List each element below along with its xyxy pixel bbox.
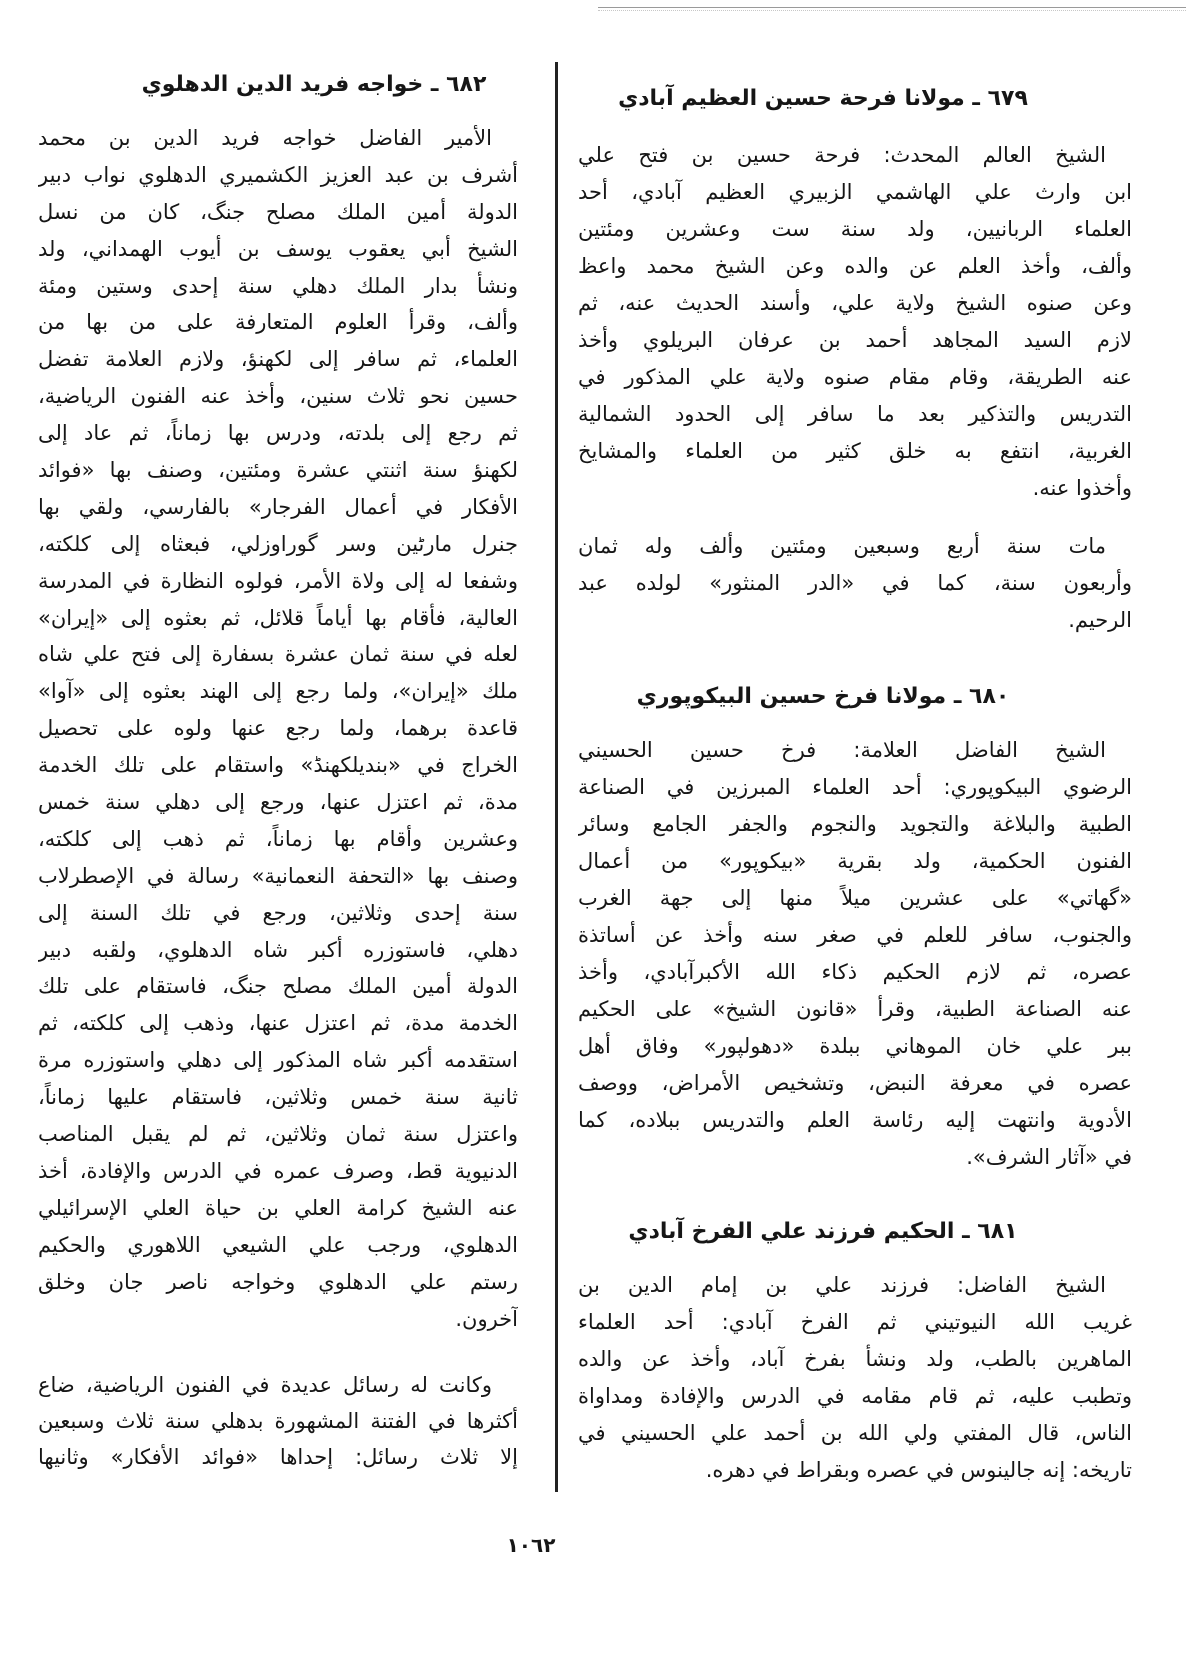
text-line: إلا ثلاث رسائل: إحداها «فوائد الأفكار» وثانيها xyxy=(38,1445,518,1469)
page-number: ١٠٦٢ xyxy=(506,1533,556,1557)
text-line: التدريس والتذكير بعد ما سافر إلى الحدود الشمالية xyxy=(578,402,1132,426)
text-line: والجنوب، سافر للعلم في صغر سنه وأخذ عن أساتذة xyxy=(578,923,1132,947)
paragraph xyxy=(578,732,1132,1176)
text-line: مات سنة أربع وسبعين ومئتين وألف وله ثمان xyxy=(578,534,1106,558)
text-line: وعشرين وأقام بها زماناً، ثم ذهب إلى كلكته، xyxy=(38,826,518,851)
text-line: الخدمة مدة، ثم اعتزل عنها، وذهب إلى كلكته، ثم xyxy=(38,1011,518,1036)
text-line: وتطبب عليه، ثم قام مقامه في الدرس والإفادة ومداواة xyxy=(578,1384,1132,1408)
text-line: ثم رجع إلى بلدته، ودرس بها زماناً، ثم عاد إلى xyxy=(38,421,518,446)
text-line: عصره في معرفة النبض، وتشخيص الأمراض، ووصف xyxy=(578,1071,1132,1095)
text-line: وأربعون سنة، كما في «الدر المنثور» لولده عبد xyxy=(578,571,1132,595)
text-line: الدنيوية قط، وصرف عمره في الدرس والإفادة، أخذ xyxy=(38,1158,518,1183)
paragraph xyxy=(38,120,518,1337)
text-line: الرضوي البيكوپوري: أحد العلماء المبرزين في الصناعة xyxy=(578,775,1132,799)
text-line: واعتزل سنة ثمان وثلاثين، ثم لم يقبل المناصب xyxy=(38,1122,518,1147)
text-line: العلماء، ثم سافر إلى لكهنؤ، ولازم العلامة تفضل xyxy=(38,347,518,372)
text-line: ببر علي خان الموهاني ببلدة «دهولپور» وفاق أهل xyxy=(578,1034,1132,1058)
text-line: أكثرها في الفتنة المشهورة بدهلي سنة ثلاث وسبعين xyxy=(38,1409,518,1433)
text-line: ابن وارث علي الهاشمي الزبيري العظيم آبادي، أحد xyxy=(578,180,1132,204)
text-line: عنه الصناعة الطبية، وقرأ «قانون الشيخ» على الحكيم xyxy=(578,997,1132,1021)
text-line: الفنون الحكمية، ولد بقرية «بيكوپور» من أعمال xyxy=(578,849,1132,873)
text-line: الماهرين بالطب، ولد ونشأ بفرخ آباد، وأخذ عن والده xyxy=(578,1347,1132,1371)
left-column xyxy=(38,0,518,1660)
text-line: مدة، ثم اعتزل عنها، ورجع إلى دهلي سنة خمس xyxy=(38,790,518,815)
text-line: استقدمه أكبر شاه المذكور إلى دهلي واستوزره مرة xyxy=(38,1048,518,1073)
text-line: لعله في سنة ثمان عشرة بسفارة إلى فتح علي شاه xyxy=(38,642,518,667)
text-line: حسين نحو ثلاث سنين، وأخذ عنه الفنون الرياضية، xyxy=(38,384,518,409)
text-line: الشيخ أبي يعقوب يوسف بن أيوب الهمداني، ولد xyxy=(38,236,518,261)
text-line: الدولة أمين الملك مصلح جنگ، كان من نسل xyxy=(38,199,518,224)
text-line: وعن صنوه الشيخ ولاية علي، وأسند الحديث عنه، ثم xyxy=(578,291,1132,315)
column-divider xyxy=(555,62,558,1492)
text-line: لكهنؤ سنة اثنتي عشرة ومئتين، وصنف بها «فوائد xyxy=(38,458,518,483)
text-line: دهلي، فاستوزره أكبر شاه الدهلوي، ولقبه دبير xyxy=(38,937,518,962)
paragraph xyxy=(578,137,1132,507)
paragraph xyxy=(38,1367,518,1475)
text-line: وصنف بها «التحفة النعمانية» رسالة في الإصطرلاب xyxy=(38,863,518,888)
text-line: تاريخه: إنه جالينوس في عصره وبقراط في دهره. xyxy=(705,1458,1132,1482)
right-column xyxy=(578,0,1132,1660)
text-line: وأخذوا عنه. xyxy=(1032,476,1132,500)
text-line: الشيخ الفاضل: فرزند علي بن إمام الدين بن xyxy=(578,1273,1106,1297)
text-line: في «آثار الشرف». xyxy=(966,1145,1132,1169)
text-line: الأدوية وانتهت إليه رئاسة العلم والتدريس ببلاده، كما xyxy=(578,1108,1132,1132)
text-line: لازم السيد المجاهد أحمد بن عرفان البريلوي وأخذ xyxy=(578,328,1132,352)
entry-heading: ٦٨١ ـ الحكيم فرزند علي الفرخ آبادي xyxy=(628,1219,1018,1244)
paragraph xyxy=(578,528,1132,639)
text-line: وألف، وأخذ العلم عن والده وعن الشيخ محمد واعظ xyxy=(578,254,1132,278)
text-line: عنه الشيخ كرامة العلي بن حياة العلي الإسرائيلي xyxy=(38,1195,518,1220)
text-line: عصره، ثم لازم الحكيم ذكاء الله الأكبرآبادي، وأخذ xyxy=(578,960,1132,984)
text-line: ونشأ بدار الملك دهلي سنة إحدى وستين ومئة xyxy=(38,273,518,298)
text-line: العلماء الربانيين، ولد سنة ست وعشرين ومئتين xyxy=(578,217,1132,241)
text-line: وشفعا له إلى ولاة الأمر، فولوه النظارة في المدرسة xyxy=(38,568,518,593)
text-line: أشرف بن عبد العزيز الكشميري الدهلوي نواب دبير xyxy=(38,162,518,187)
text-line: الأمير الفاضل خواجه فريد الدين بن محمد xyxy=(38,126,492,150)
entry-heading: ٦٨٢ ـ خواجه فريد الدين الدهلوي xyxy=(141,72,487,97)
text-line: ثانية سنة خمس وثلاثين، فاستقام عليها زماناً، xyxy=(38,1085,518,1110)
text-line: جنرل مارٹين وسر گوراوزلي، فبعثاه إلى كلكته، xyxy=(38,531,518,556)
text-line: «گهاتي» على عشرين ميلاً منها إلى جهة الغرب xyxy=(578,886,1132,910)
text-line: وألف، وقرأ العلوم المتعارفة على من بها من xyxy=(38,310,518,335)
paragraph xyxy=(578,1267,1132,1489)
text-line: العالية، فأقام بها أياماً قلائل، ثم بعثوه إلى «إيران» xyxy=(38,605,518,630)
text-line: الناس، قال المفتي ولي الله بن أحمد علي الحسيني في xyxy=(578,1421,1132,1445)
entry-heading: ٦٧٩ ـ مولانا فرحة حسين العظيم آبادي xyxy=(618,86,1028,111)
text-line: الغربية، انتفع به خلق كثير من العلماء والمشايخ xyxy=(578,439,1132,463)
text-line: الدهلوي، ورجب علي الشيعي اللاهوري والحكيم xyxy=(38,1232,518,1257)
text-line: آخرون. xyxy=(455,1306,518,1331)
text-line: الخراج في «بنديلكهنڈ» واستقام على تلك الخدمة xyxy=(38,753,518,778)
text-line: غريب الله النيوتيني ثم الفرخ آبادي: أحد العلماء xyxy=(578,1310,1132,1334)
text-line: الشيخ الفاضل العلامة: فرخ حسين الحسيني xyxy=(578,738,1106,762)
entry-heading: ٦٨٠ ـ مولانا فرخ حسين البيكوپوري xyxy=(636,684,1010,709)
text-line: وكانت له رسائل عديدة في الفنون الرياضية، ضاع xyxy=(38,1373,492,1397)
text-line: رستم علي الدهلوي وخواجه ناصر جان وخلق xyxy=(38,1269,518,1294)
text-line: قاعدة برهما، ولما رجع عنها ولوه على تحصيل xyxy=(38,716,518,741)
text-line: الرحيم. xyxy=(1068,608,1132,632)
text-line: سنة إحدى وثلاثين، ورجع في تلك السنة إلى xyxy=(38,900,518,925)
text-line: الدولة أمين الملك مصلح جنگ، فاستقام على تلك xyxy=(38,974,518,999)
text-line: ملك «إيران»، ولما رجع إلى الهند بعثوه إلى «آوا» xyxy=(38,679,518,704)
text-line: الطبية والبلاغة والتجويد والنجوم والجفر الجامع وسائر xyxy=(578,812,1132,836)
text-line: الشيخ العالم المحدث: فرحة حسين بن فتح علي xyxy=(578,143,1106,167)
text-line: الأفكار في أعمال الفرجار» بالفارسي، ولقي بها xyxy=(38,494,518,519)
text-line: عنه الطريقة، وقام مقام صنوه ولاية علي المذكور في xyxy=(578,365,1132,389)
